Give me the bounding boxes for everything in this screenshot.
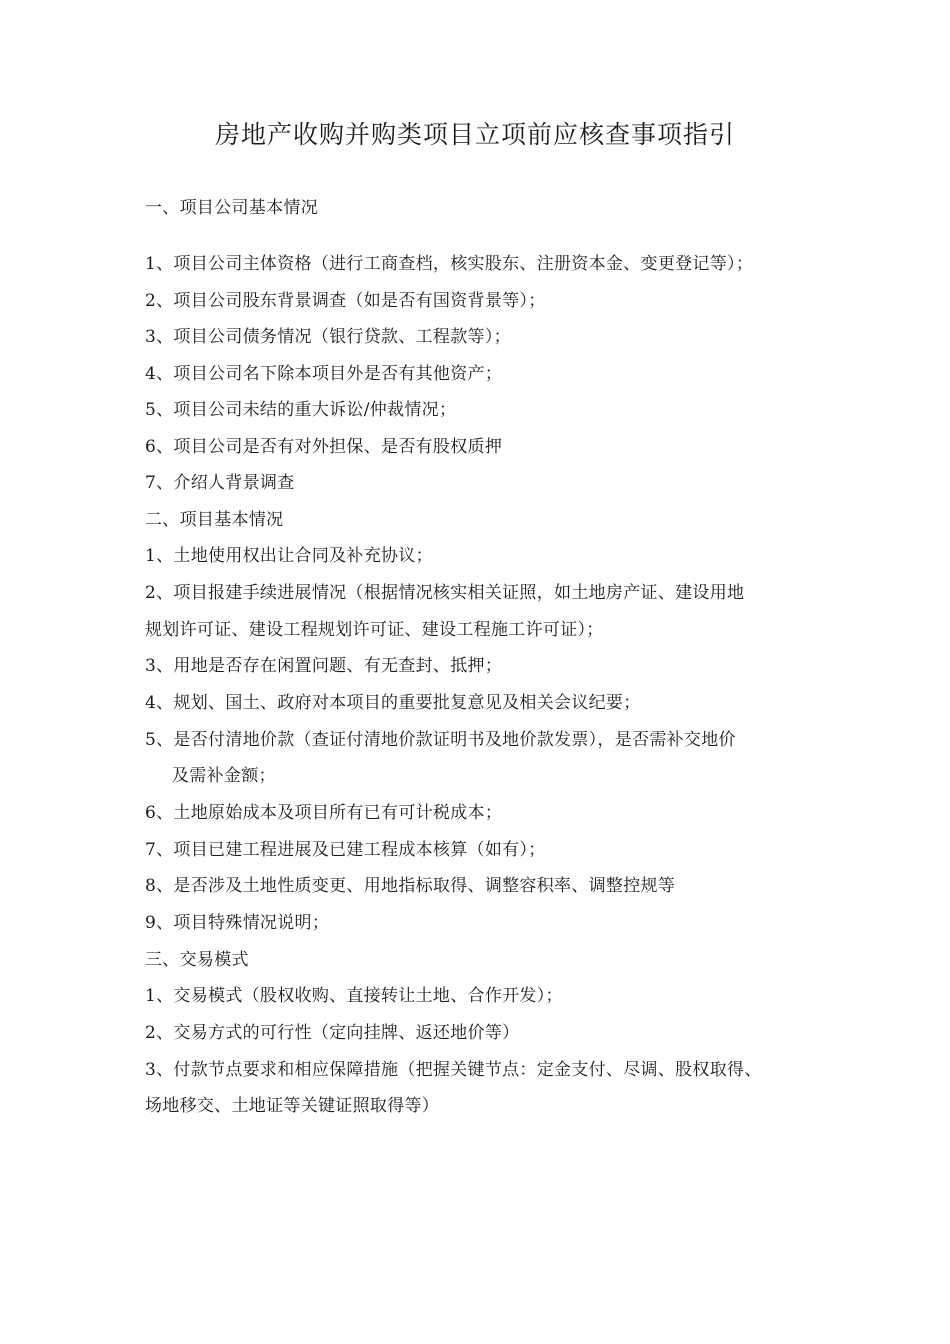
list-item: 3、项目公司债务情况（银行贷款、工程款等）； (145, 327, 511, 347)
list-item: 5、是否付清地价款（查证付清地价款证明书及地价款发票），是否需补交地价 (145, 730, 736, 750)
list-item-continuation: 规划许可证、建设工程规划许可证、建设工程施工许可证）； (145, 620, 604, 640)
list-item: 2、交易方式的可行性（定向挂牌、返还地价等） (145, 1023, 520, 1043)
list-item: 8、是否涉及土地性质变更、用地指标取得、调整容积率、调整控规等 (145, 876, 676, 896)
document-title: 房地产收购并购类项目立项前应核查事项指引 (214, 120, 735, 149)
list-item: 5、项目公司未结的重大诉讼/仲裁情况； (145, 400, 457, 420)
list-item: 6、项目公司是否有对外担保、是否有股权质押 (145, 437, 503, 457)
list-item: 2、项目公司股东背景调查（如是否有国资背景等）； (145, 291, 546, 311)
section-heading-2: 二、项目基本情况 (145, 510, 284, 530)
list-item: 1、交易模式（股权收购、直接转让土地、合作开发）； (145, 986, 563, 1006)
list-item-continuation: 及需补金额； (172, 766, 276, 786)
list-item: 1、项目公司主体资格（进行工商查档，核实股东、注册资本金、变更登记等）； (145, 254, 754, 274)
list-item: 1、土地使用权出让合同及补充协议； (145, 546, 433, 566)
list-item: 7、项目已建工程进展及已建工程成本核算（如有）； (145, 840, 546, 860)
list-item: 9、项目特殊情况说明； (145, 913, 330, 933)
list-item: 6、土地原始成本及项目所有已有可计税成本； (145, 803, 503, 823)
list-item: 4、规划、国土、政府对本项目的重要批复意见及相关会议纪要； (145, 693, 641, 713)
list-item: 3、用地是否存在闲置问题、有无查封、抵押； (145, 656, 503, 676)
list-item: 2、项目报建手续进展情况（根据情况核实相关证照，如土地房产证、建设用地 (145, 583, 745, 603)
list-item: 4、项目公司名下除本项目外是否有其他资产； (145, 364, 503, 384)
list-item-continuation: 场地移交、土地证等关键证照取得等） (145, 1096, 440, 1116)
section-heading-1: 一、项目公司基本情况 (145, 198, 318, 218)
list-item: 7、介绍人背景调查 (145, 473, 295, 493)
section-heading-3: 三、交易模式 (145, 950, 249, 970)
list-item: 3、付款节点要求和相应保障措施（把握关键节点：定金支付、尽调、股权取得、 (145, 1060, 762, 1080)
